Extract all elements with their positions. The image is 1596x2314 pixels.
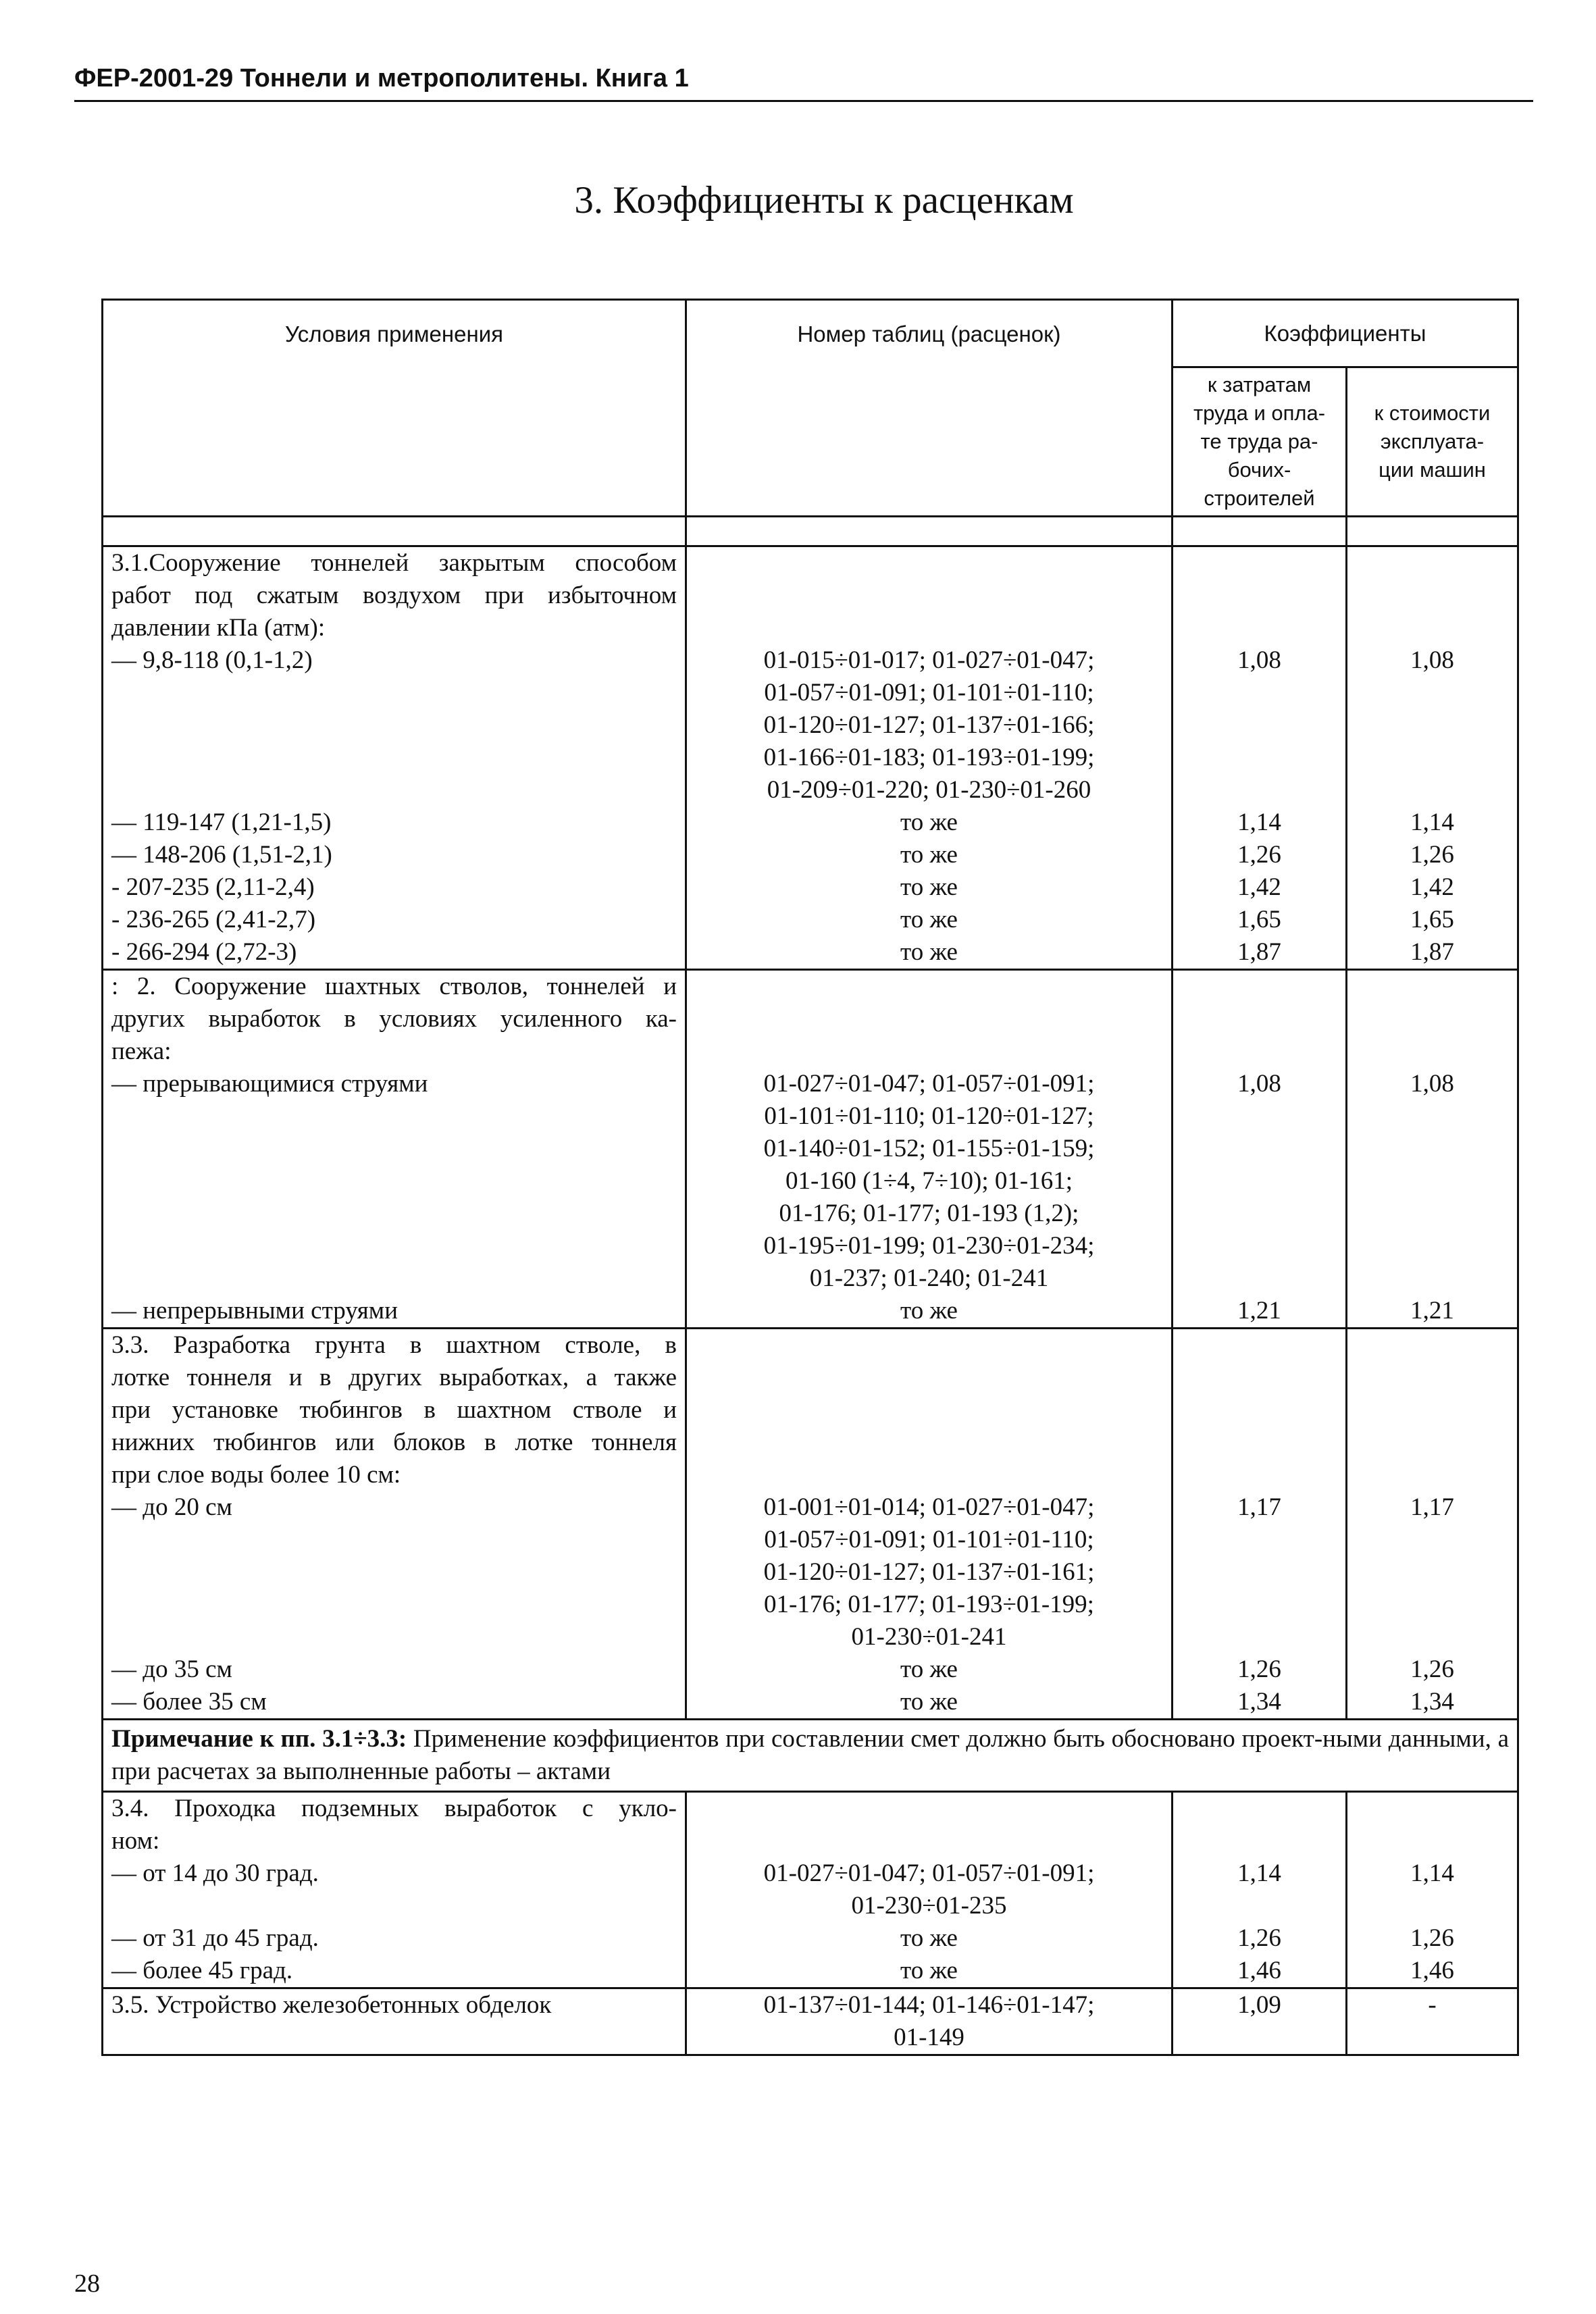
text-line: 01-140÷01-152; 01-155÷01-159; <box>763 1135 1095 1162</box>
condition-cell: — до 20 см <box>103 1491 686 1653</box>
table-row <box>103 1295 1518 1329</box>
labor-coefficient-cell: 1,17 <box>1173 1491 1347 1653</box>
header-rule <box>74 100 1533 102</box>
machine-coefficient-cell: 1,42 <box>1347 871 1518 904</box>
machine-coefficient-cell: 1,17 <box>1347 1491 1518 1653</box>
condition-cell: — прерывающимися струями <box>103 1068 686 1295</box>
table-row <box>103 1988 1518 2055</box>
note-cell <box>103 1720 1518 1792</box>
coefficients-table <box>101 299 1519 2056</box>
machine-coefficient-cell: - <box>1347 1988 1518 2055</box>
condition-cell: — более 35 см <box>103 1686 686 1720</box>
text-line: работ под сжатым воздухом при избыточном <box>111 582 677 609</box>
coefficients-table-wrapper <box>101 299 1517 2056</box>
header-conditions: Условия применения <box>103 300 686 517</box>
labor-coefficient-cell: 1,08 <box>1173 644 1347 806</box>
text-line: 01-230÷01-241 <box>851 1623 1007 1651</box>
labor-coefficient-cell: 1,87 <box>1173 936 1347 970</box>
text-line: 01-001÷01-014; 01-027÷01-047; <box>763 1493 1095 1521</box>
machine-coefficient-cell: 1,26 <box>1347 1653 1518 1686</box>
table-row <box>103 546 1518 645</box>
table-row <box>103 1857 1518 1922</box>
condition-cell: — от 31 до 45 град. <box>103 1922 686 1955</box>
labor-coefficient-cell: 1,65 <box>1173 904 1347 936</box>
table-numbers-cell: то же <box>686 904 1173 936</box>
text-line: 3.4. Проходка подземных выработок с укло- <box>111 1795 677 1822</box>
table-numbers-cell: то же <box>686 1295 1173 1329</box>
machine-coefficient-cell: 1,21 <box>1347 1295 1518 1329</box>
machine-coefficient-cell: 1,08 <box>1347 644 1518 806</box>
running-header: ФЕР-2001-29 Тоннели и метрополитены. Книга 1 <box>74 64 689 93</box>
table-numbers-cell: то же <box>686 1653 1173 1686</box>
table-numbers-cell <box>686 644 1173 806</box>
condition-cell: 3.5. Устройство железобетонных обделок <box>103 1988 686 2055</box>
labor-coefficient-cell: 1,42 <box>1173 871 1347 904</box>
text-line: 01-057÷01-091; 01-101÷01-110; <box>764 679 1094 706</box>
table-numbers-cell: то же <box>686 936 1173 970</box>
table-row <box>103 839 1518 871</box>
text-line: 01-120÷01-127; 01-137÷01-166; <box>763 711 1095 739</box>
table-row <box>103 1491 1518 1653</box>
table-numbers-cell: то же <box>686 871 1173 904</box>
table-row <box>103 871 1518 904</box>
table-row <box>103 1955 1518 1988</box>
text-line: 01-027÷01-047; 01-057÷01-091; <box>763 1070 1095 1098</box>
note-text: Применение коэффициентов при составлении смет должно быть обосновано проект-ными данными, а при расчетах за выполненные работы – актами <box>111 1725 1510 1785</box>
text-line: ном: <box>111 1827 160 1855</box>
table-row <box>103 936 1518 970</box>
condition-cell: — 9,8-118 (0,1-1,2) <box>103 644 686 806</box>
condition-cell: - 207-235 (2,11-2,4) <box>103 871 686 904</box>
table-row <box>103 1922 1518 1955</box>
machine-coefficient-cell: 1,65 <box>1347 904 1518 936</box>
text-line: при установке тюбингов в шахтном стволе и <box>111 1396 677 1424</box>
table-row <box>103 806 1518 839</box>
text-line: нижних тюбингов или блоков в лотке тоннеля <box>111 1429 677 1456</box>
text-line: 01-160 (1÷4, 7÷10); 01-161; <box>786 1167 1073 1195</box>
condition-cell: — от 14 до 30 град. <box>103 1857 686 1922</box>
header-text-line: те труда ра- <box>1200 430 1318 453</box>
table-row <box>103 1792 1518 1858</box>
text-line: 01-120÷01-127; 01-137÷01-161; <box>763 1558 1095 1586</box>
table-numbers-cell <box>686 1857 1173 1922</box>
header-text-line: строителей <box>1204 486 1315 510</box>
machine-coefficient-cell: 1,26 <box>1347 1922 1518 1955</box>
header-machine-coefficient <box>1347 367 1518 517</box>
text-line: лотке тоннеля и в других выработках, а также <box>111 1364 677 1391</box>
labor-coefficient-cell: 1,46 <box>1173 1955 1347 1988</box>
column-number <box>1347 517 1518 546</box>
text-line: 01-101÷01-110; 01-120÷01-127; <box>764 1102 1094 1130</box>
condition-cell: — 119-147 (1,21-1,5) <box>103 806 686 839</box>
table-row <box>103 1329 1518 1492</box>
text-line: 01-176; 01-177; 01-193÷01-199; <box>764 1591 1094 1618</box>
table-row <box>103 1068 1518 1295</box>
table-numbers-cell <box>686 1988 1173 2055</box>
text-line: 01-230÷01-235 <box>851 1892 1007 1920</box>
condition-cell: - 266-294 (2,72-3) <box>103 936 686 970</box>
table-numbers-cell: то же <box>686 1922 1173 1955</box>
text-line: : 2. Сооружение шахтных стволов, тоннелей и <box>111 973 677 1000</box>
machine-coefficient-cell: 1,46 <box>1347 1955 1518 1988</box>
table-numbers-cell: то же <box>686 1686 1173 1720</box>
condition-cell: - 236-265 (2,41-2,7) <box>103 904 686 936</box>
text-line: 01-237; 01-240; 01-241 <box>809 1264 1049 1292</box>
labor-coefficient-cell: 1,08 <box>1173 1068 1347 1295</box>
labor-coefficient-cell: 1,21 <box>1173 1295 1347 1329</box>
section-title <box>103 970 686 1069</box>
labor-coefficient-cell: 1,26 <box>1173 1922 1347 1955</box>
table-numbers-cell <box>686 1068 1173 1295</box>
header-text-line: ции машин <box>1379 458 1486 482</box>
text-line: 01-176; 01-177; 01-193 (1,2); <box>779 1200 1079 1227</box>
section-title <box>103 1329 686 1492</box>
table-header-row <box>103 300 1518 367</box>
machine-coefficient-cell: 1,26 <box>1347 839 1518 871</box>
note-row <box>103 1720 1518 1792</box>
labor-coefficient-cell: 1,34 <box>1173 1686 1347 1720</box>
text-line: 01-149 <box>894 2024 964 2051</box>
machine-coefficient-cell: 1,14 <box>1347 1857 1518 1922</box>
text-line: других выработок в условиях усиленного ка- <box>111 1005 677 1033</box>
note-label: Примечание к пп. 3.1÷3.3: <box>111 1725 407 1753</box>
table-numbers-cell: то же <box>686 806 1173 839</box>
table-numbers-cell: то же <box>686 1955 1173 1988</box>
labor-coefficient-cell: 1,14 <box>1173 1857 1347 1922</box>
column-number <box>1173 517 1347 546</box>
table-row <box>103 904 1518 936</box>
condition-cell: — непрерывными струями <box>103 1295 686 1329</box>
machine-coefficient-cell: 1,08 <box>1347 1068 1518 1295</box>
text-line: при слое воды более 10 см: <box>111 1461 401 1489</box>
labor-coefficient-cell: 1,26 <box>1173 839 1347 871</box>
labor-coefficient-cell: 1,26 <box>1173 1653 1347 1686</box>
section-title <box>103 546 686 645</box>
table-numbers-cell: то же <box>686 839 1173 871</box>
column-number <box>103 517 686 546</box>
condition-cell: — до 35 см <box>103 1653 686 1686</box>
text-line: 01-195÷01-199; 01-230÷01-234; <box>763 1232 1095 1260</box>
page-number: 28 <box>74 2269 100 2298</box>
text-line: пежа: <box>111 1037 172 1065</box>
table-row <box>103 1653 1518 1686</box>
condition-cell: — более 45 град. <box>103 1955 686 1988</box>
section-title <box>103 1792 686 1858</box>
text-line: 01-027÷01-047; 01-057÷01-091; <box>763 1859 1095 1887</box>
table-row <box>103 1686 1518 1720</box>
text-line: давлении кПа (атм): <box>111 614 326 642</box>
header-table-numbers: Номер таблиц (расценок) <box>686 300 1173 517</box>
header-text-line: труда и опла- <box>1193 401 1326 425</box>
condition-cell: — 148-206 (1,51-2,1) <box>103 839 686 871</box>
table-numbers-cell <box>686 1491 1173 1653</box>
table-row <box>103 644 1518 806</box>
labor-coefficient-cell: 1,14 <box>1173 806 1347 839</box>
text-line: 01-137÷01-144; 01-146÷01-147; <box>763 1991 1095 2019</box>
text-line: 3.3. Разработка грунта в шахтном стволе, в <box>111 1331 677 1359</box>
labor-coefficient-cell: 1,09 <box>1173 1988 1347 2055</box>
text-line: 01-209÷01-220; 01-230÷01-260 <box>767 776 1091 804</box>
machine-coefficient-cell: 1,87 <box>1347 936 1518 970</box>
page-title: 3. Коэффициенты к расценкам <box>574 179 1074 222</box>
header-labor-coefficient <box>1173 367 1347 517</box>
text-line: 01-015÷01-017; 01-027÷01-047; <box>763 646 1095 674</box>
text-line: 01-166÷01-183; 01-193÷01-199; <box>763 744 1095 771</box>
machine-coefficient-cell: 1,14 <box>1347 806 1518 839</box>
column-number-row <box>103 517 1518 546</box>
header-text-line: к стоимости <box>1374 401 1491 425</box>
header-text-line: к затратам <box>1207 373 1312 396</box>
header-text-line: бочих- <box>1227 458 1291 482</box>
column-number <box>686 517 1173 546</box>
text-line: 3.1.Сооружение тоннелей закрытым способом <box>111 549 677 577</box>
text-line: 01-057÷01-091; 01-101÷01-110; <box>764 1526 1094 1553</box>
table-row <box>103 970 1518 1069</box>
header-text-line: эксплуата- <box>1380 430 1485 453</box>
machine-coefficient-cell: 1,34 <box>1347 1686 1518 1720</box>
header-coefficients: Коэффициенты <box>1173 300 1518 367</box>
